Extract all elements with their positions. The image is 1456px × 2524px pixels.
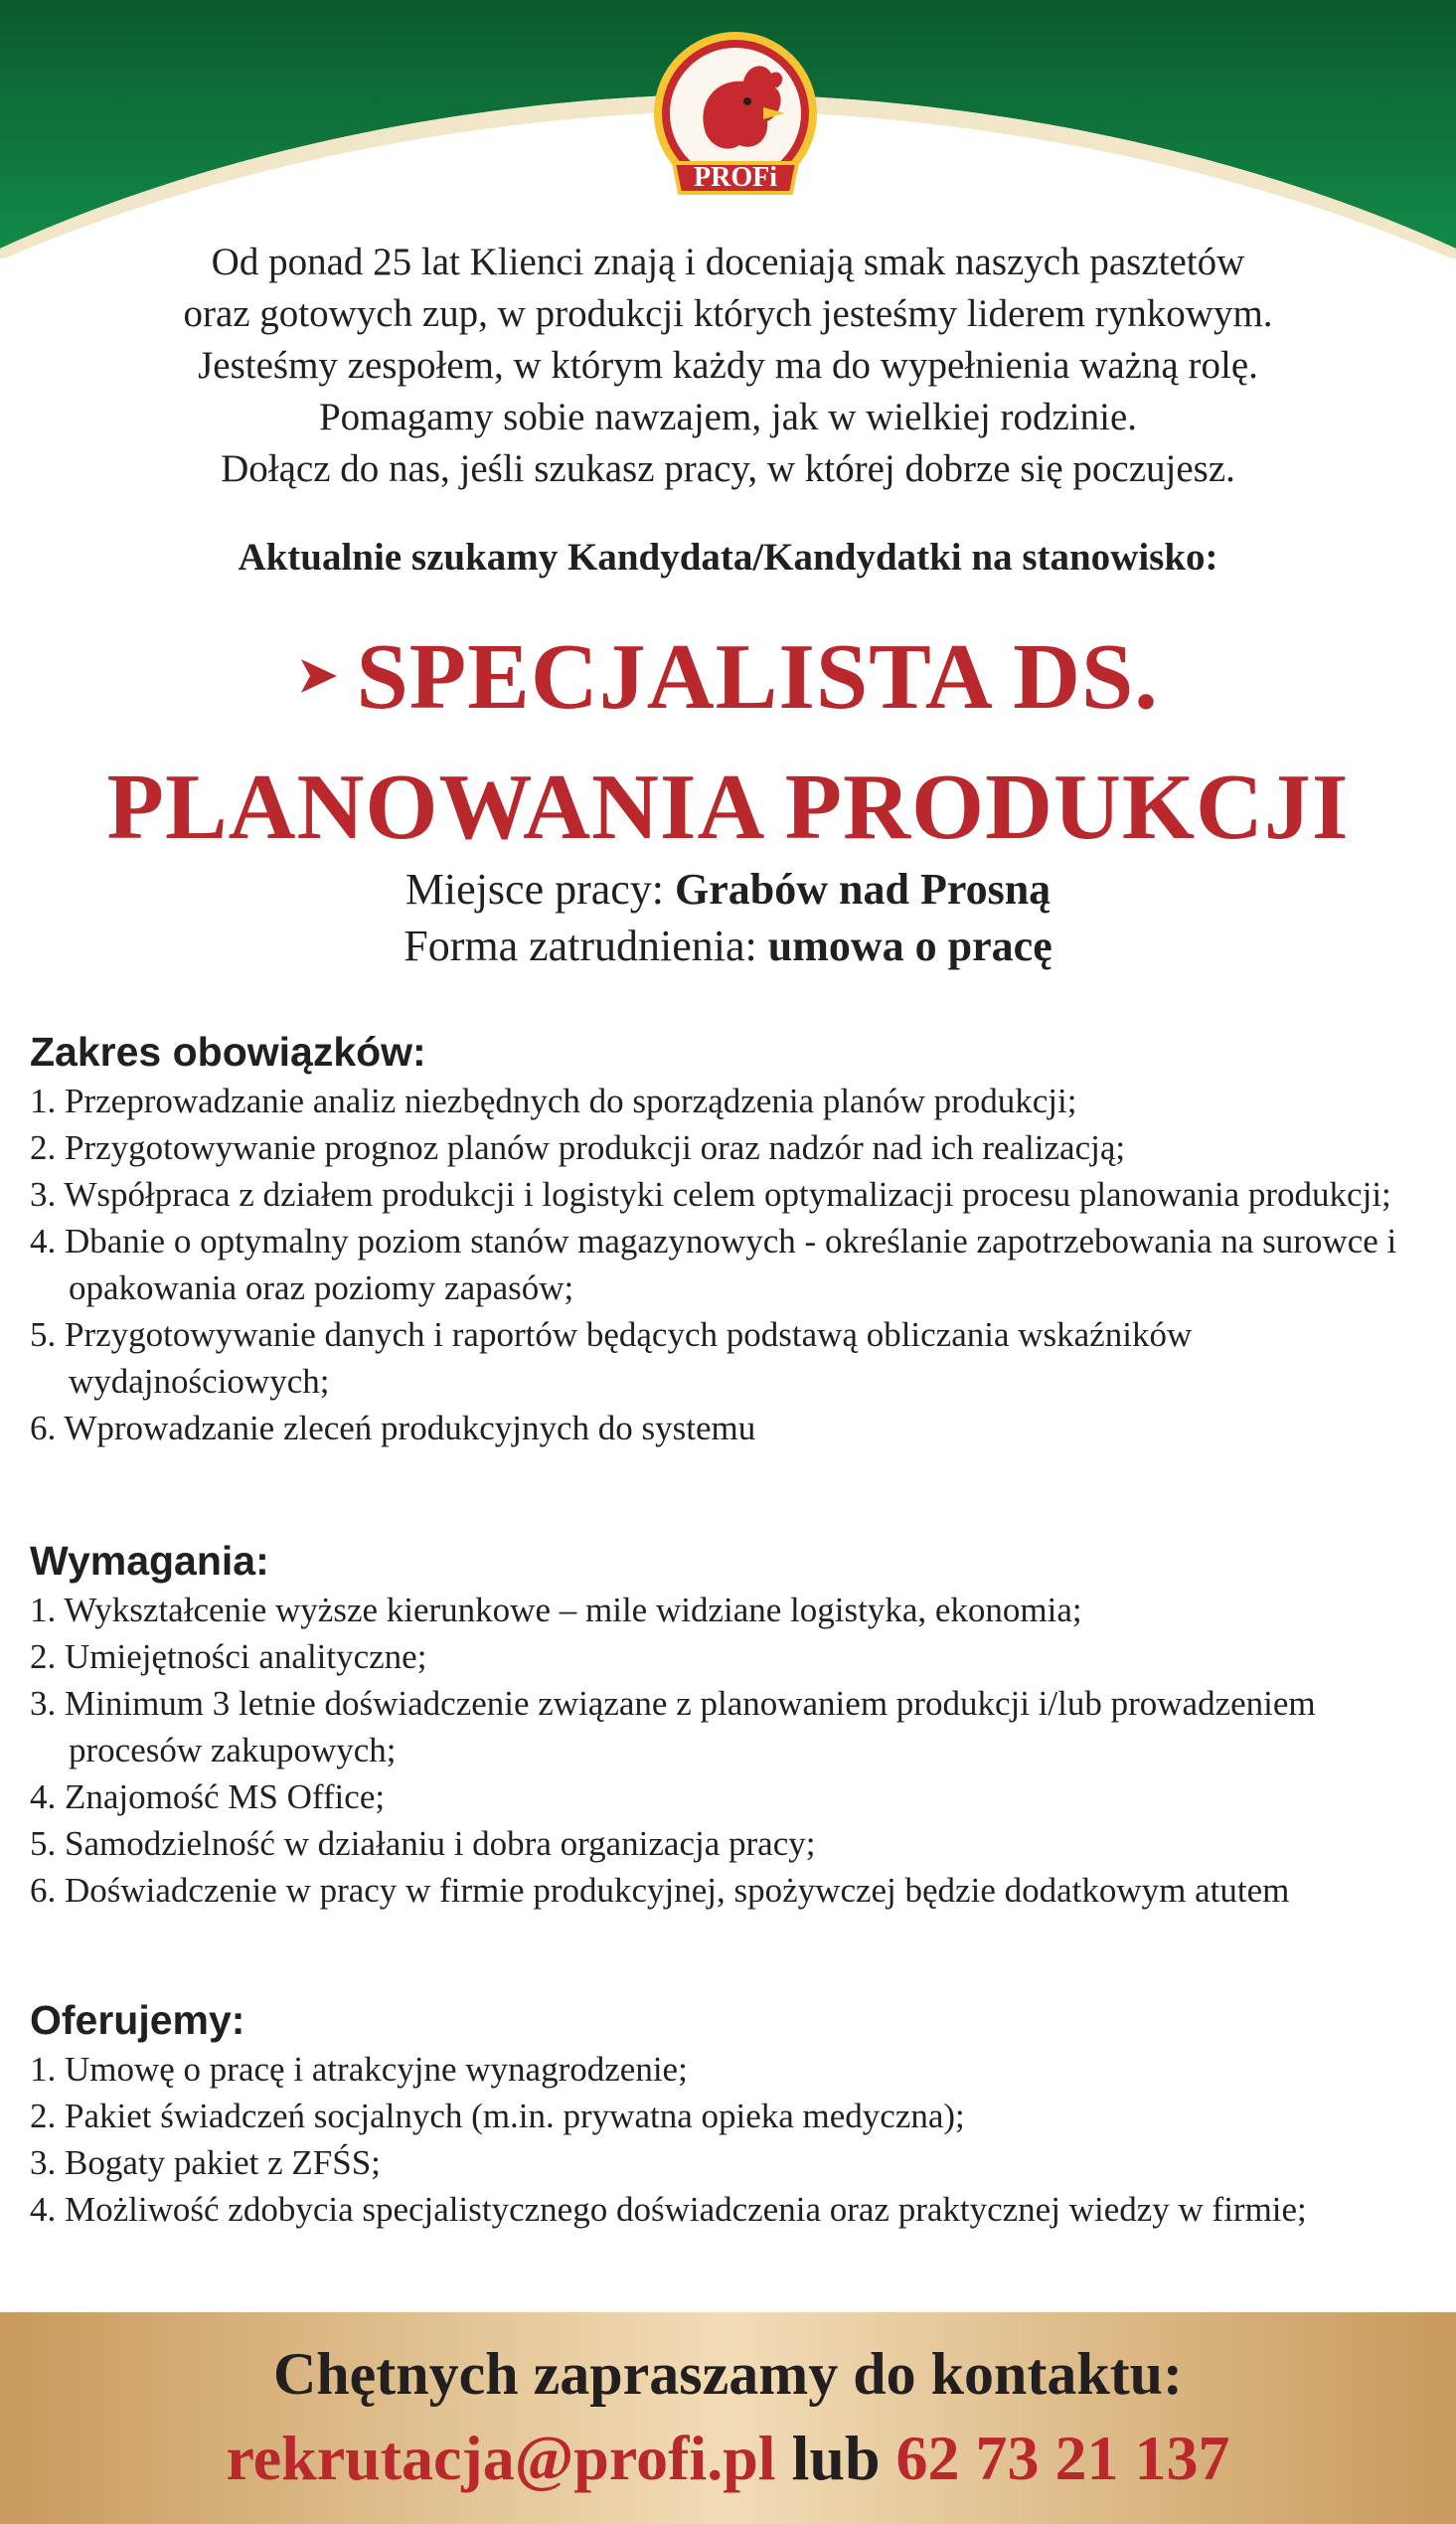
location-value: Grabów nad Prosną (675, 865, 1052, 914)
duties-section (30, 1026, 1441, 1451)
intro-line: oraz gotowych zup, w produkcji których jesteśmy liderem rynkowym. (183, 292, 1273, 335)
list-item: 4. Znajomość MS Office; (30, 1777, 386, 1816)
list-item: 1. Wykształcenie wyższe kierunkowe – mile widziane logistyka, ekonomia; (30, 1591, 1082, 1629)
offer-section (30, 1994, 1441, 2233)
offer-list (30, 2046, 1441, 2233)
duties-heading: Zakres obowiązków: (30, 1029, 426, 1075)
list-item: 6. Doświadczenie w pracy w firmie produkcyjnej, spożywczej będzie dodatkowym atutem (30, 1871, 1290, 1910)
list-item: 1. Przeprowadzanie analiz niezbędnych do sporządzenia planów produkcji; (30, 1082, 1077, 1120)
intro-line: Pomagamy sobie nawzajem, jak w wielkiej rodzinie. (318, 396, 1138, 438)
list-item: 2. Pakiet świadczeń socjalnych (m.in. prywatna opieka medyczna); (30, 2097, 965, 2135)
list-item: 2. Umiejętności analityczne; (30, 1637, 427, 1676)
job-title (0, 616, 1456, 868)
requirements-list (30, 1587, 1441, 1914)
contact-phone[interactable]: 62 73 21 137 (895, 2423, 1230, 2493)
lead-text: Aktualnie szukamy Kandydata/Kandydatki na stanowisko: (238, 536, 1218, 579)
contact-cta: Chętnych zapraszamy do kontaktu: (272, 2341, 1184, 2407)
contract-row (0, 918, 1456, 974)
list-item: 5. Przygotowywanie danych i raportów będących podstawą obliczania wskaźników wydajnościowych; (30, 1315, 1193, 1401)
requirements-section (30, 1535, 1441, 1914)
duties-list (30, 1078, 1441, 1451)
list-item: 5. Samodzielność w działaniu i dobra organizacja pracy; (30, 1824, 816, 1863)
contact-connector: lub (791, 2423, 881, 2493)
intro-line: Od ponad 25 lat Klienci znają i doceniają smak naszych pasztetów (211, 241, 1245, 283)
list-item: 3. Współpraca z działem produkcji i logistyki celem optymalizacji procesu planowania produkcji; (30, 1175, 1391, 1214)
contact-email-link[interactable]: rekrutacja@profi.pl (226, 2423, 776, 2493)
list-item: 6. Wprowadzanie zleceń produkcyjnych do systemu (30, 1409, 756, 1447)
job-title-line1: SPECJALISTA DS. (356, 625, 1159, 729)
contact-line (0, 2422, 1456, 2495)
intro-line: Jesteśmy zespołem, w którym każdy ma do wypełnienia ważną rolę. (198, 344, 1258, 387)
arrow-icon: ➤ (297, 649, 339, 703)
job-title-line2: PLANOWANIA PRODUKCJI (106, 756, 1350, 860)
location-row (0, 861, 1456, 918)
logo-text: PROFi (694, 162, 777, 193)
list-item: 1. Umowę o pracę i atrakcyjne wynagrodzenie; (30, 2050, 688, 2089)
profi-logo (636, 24, 835, 223)
list-item: 3. Bogaty pakiet z ZFŚS; (30, 2143, 381, 2182)
job-meta (0, 861, 1456, 974)
offer-heading: Oferujemy: (30, 1997, 245, 2043)
requirements-heading: Wymagania: (30, 1538, 269, 1584)
intro-paragraph (0, 237, 1456, 495)
contract-value: umowa o pracę (767, 922, 1052, 970)
contact-footer (0, 2312, 1456, 2524)
list-item: 2. Przygotowywanie prognoz planów produkcji oraz nadzór nad ich realizacją; (30, 1128, 1126, 1167)
contract-label: Forma zatrudnienia: (404, 922, 757, 970)
list-item: 3. Minimum 3 letnie doświadczenie związane z planowaniem produkcji i/lub prowadzeniem procesów zakupowych; (30, 1684, 1316, 1769)
list-item: 4. Możliwość zdobycia specjalistycznego doświadczenia oraz praktycznej wiedzy w firmie; (30, 2190, 1307, 2229)
list-item: 4. Dbanie o optymalny poziom stanów magazynowych - określanie zapotrzebowania na surowce i opakowania oraz poziomy zapasów; (30, 1222, 1397, 1307)
location-label: Miejsce pracy: (404, 865, 665, 914)
intro-line: Dołącz do nas, jeśli szukasz pracy, w której dobrze się poczujesz. (221, 447, 1235, 490)
